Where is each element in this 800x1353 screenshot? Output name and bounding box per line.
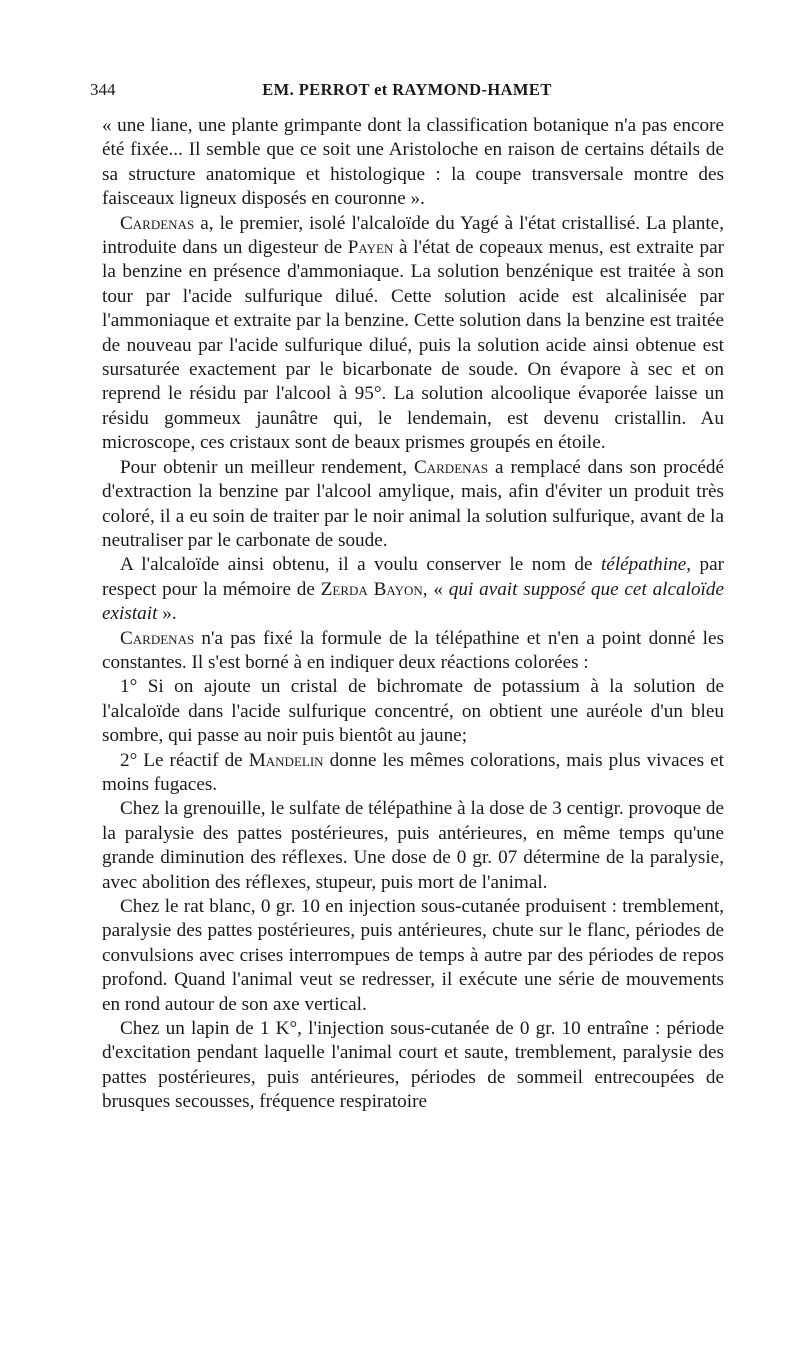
text-run: « une liane, une plante grimpante dont la classification botanique n'a pas encore été fixée... Il semble que ce soit une Aristoloche en raison de certains détails de sa structure anatomique et histologique : la coupe transversale montre des faisceaux ligneux disposés en couronne ».: [102, 115, 724, 210]
text-run: , par respect pour la mémoire de: [102, 554, 725, 600]
author-name: Payen: [347, 237, 394, 259]
author-name: Cardenas: [120, 627, 195, 649]
text-run: Chez le rat blanc, 0 gr. 10 en injection sous-cutanée produisent : tremblement, paralysie des pattes postérieures, puis antérieures, chute sur le flanc, périodes de convulsions avec crises interrompues de temps à autre par des périodes de repos profond. Quand l'animal veut se redresser, il exécute une série de mouvements en rond autour de son axe vertical.: [102, 896, 724, 1015]
italic-text: qui avait supposé que cet alcaloïde existait: [102, 578, 724, 625]
author-name: Zerda Bayon: [320, 578, 423, 600]
paragraph: [102, 553, 724, 626]
paragraph: [102, 114, 724, 212]
page-header: [90, 80, 724, 106]
text-run: à l'état de copeaux menus, est extraite par la benzine en présence d'ammoniaque. La solution benzénique est traitée à son tour par l'acide sulfurique dilué. Cette solution acide est alcalinisée par l'ammoniaque et extraite par la benzine. Cette solution dans la benzine est traitée de nouveau par l'acide sulfurique dilué, puis la solution acide ainsi obtenue est sursaturée exactement par le bicarbonate de soude. On évapore à sec et on reprend le résidu par l'alcool à 95°. La solution alcoolique évaporée laisse un résidu gommeux jaunâtre qui, le lendemain, est devenu cristallin. Au microscope, ces cristaux sont de beaux prismes groupés en étoile.: [102, 237, 724, 454]
page-number: 344: [90, 80, 116, 99]
italic-text: télépathine: [600, 554, 687, 576]
paragraph: [102, 797, 724, 895]
paragraph: [102, 675, 724, 748]
text-run: 2° Le réactif de: [120, 749, 249, 771]
text-run: Pour obtenir un meilleur rendement,: [120, 456, 414, 478]
text-run: Chez la grenouille, le sulfate de télépathine à la dose de 3 centigr. provoque de la paralysie des pattes postérieures, puis antérieures, en même temps qu'une grande diminution des réflexes. Une dose de 0 gr. 07 détermine de la paralysie, avec abolition des réflexes, stupeur, puis mort de l'animal.: [102, 798, 724, 893]
text-run: A l'alcaloïde ainsi obtenu, il a voulu conserver le nom de: [120, 554, 601, 576]
paragraph: [102, 749, 724, 798]
text-run: Chez un lapin de 1 K°, l'injection sous-cutanée de 0 gr. 10 entraîne : période d'excitation pendant laquelle l'animal court et saute, tremblement, paralysie des pattes postérieures, puis antérieures, périodes de sommeil entrecoupées de brusques secousses, fréquence respiratoire: [102, 1018, 724, 1113]
paragraph: [102, 212, 724, 456]
text-run: 1° Si on ajoute un cristal de bichromate de potassium à la solution de l'alcaloïde dans l'acide sulfurique concentré, on obtient une auréole d'un bleu sombre, qui passe au noir puis bientôt au jaune;: [102, 676, 724, 747]
paragraph: [102, 627, 724, 676]
author-name: Cardenas: [413, 456, 489, 478]
text-run: , «: [422, 578, 449, 600]
body-text: [102, 114, 724, 1115]
author-name: Mandelin: [248, 749, 324, 771]
text-run: donne les mêmes colorations, mais plus vivaces et moins fugaces.: [102, 749, 724, 795]
paragraph: [102, 895, 724, 1017]
running-title: EM. PERROT et RAYMOND-HAMET: [262, 80, 552, 99]
paragraph: [102, 456, 724, 554]
text-run: a remplacé dans son procédé d'extraction la benzine par l'alcool amylique, mais, afin d'éviter un produit très coloré, il a eu soin de traiter par le noir animal la solution sulfurique, avant de la neutraliser par le carbonate de soude.: [102, 456, 724, 551]
paragraph: [102, 1017, 724, 1115]
author-name: Cardenas: [120, 212, 195, 234]
text-run: a, le premier, isolé l'alcaloïde du Yagé à l'état cristallisé. La plante, introduite dans un digesteur de: [102, 212, 724, 259]
text-run: ».: [157, 603, 177, 625]
text-run: n'a pas fixé la formule de la télépathine et n'en a point donné les constantes. Il s'est borné à en indiquer deux réactions colorées :: [102, 627, 724, 673]
